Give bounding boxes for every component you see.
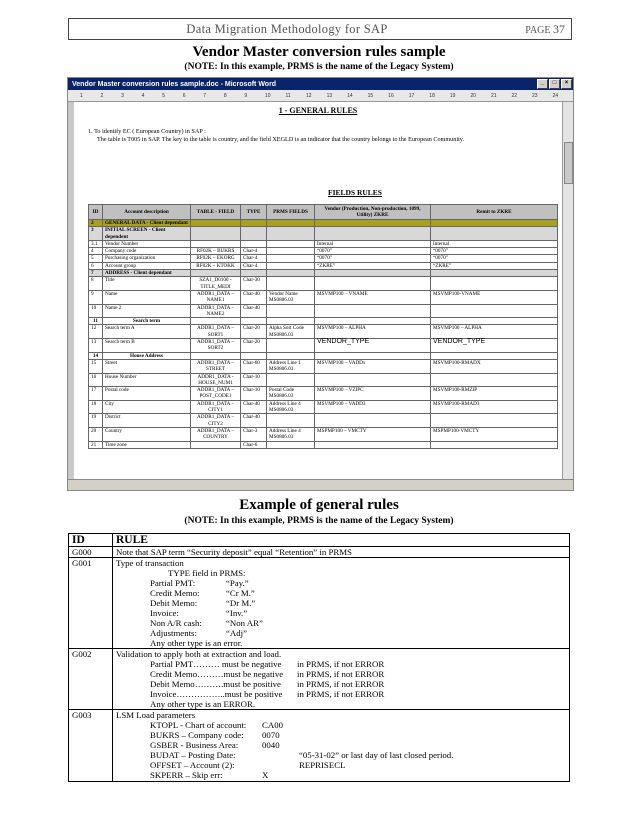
ruler-tick: 3 (121, 92, 124, 99)
table-cell (431, 220, 558, 227)
table-cell (315, 318, 431, 325)
table-row (89, 373, 558, 387)
param-name: BUKRS – Company code: (150, 730, 244, 740)
page-header (68, 18, 572, 40)
rule-line (116, 740, 566, 750)
table-cell: ADDR1_DATA – NAME1 (191, 290, 241, 304)
ruler-tick: 9 (244, 92, 248, 99)
ruler-tick: 13 (326, 92, 333, 99)
window-title: Vendor Master conversion rules sample.doc - Microsoft Word (72, 80, 277, 88)
ruler-tick: 23 (532, 92, 538, 99)
table-row (89, 277, 558, 291)
table-cell: 14 (89, 352, 103, 359)
param-name: OFFSET – Account (2): (150, 760, 235, 770)
minimize-icon[interactable]: _ (537, 79, 548, 89)
table-row (89, 400, 558, 414)
column-header: Remit to ZKRE (431, 205, 558, 220)
table-cell (315, 277, 431, 291)
table-cell (241, 270, 267, 277)
table-cell: Char-10 (241, 373, 267, 387)
table-row (89, 290, 558, 304)
table-cell (267, 248, 315, 255)
table-row (89, 387, 558, 401)
table-cell: Char-40 (241, 304, 267, 318)
ruler-tick: 11 (285, 92, 291, 99)
word-window-screenshot (67, 77, 574, 491)
table-cell: Char-20 (241, 325, 267, 339)
table-cell (191, 240, 241, 247)
table-cell: Title (103, 277, 191, 291)
table-cell: MSVMP100 – VZIPC (315, 387, 431, 401)
rule-term: Adjustments: (150, 628, 197, 638)
table-cell (267, 277, 315, 291)
table-cell: District (103, 414, 191, 428)
table-cell: 3.1 (89, 240, 103, 247)
table-cell: Time zone (103, 441, 191, 448)
table-header (69, 534, 570, 547)
rule-line (116, 578, 566, 588)
table-cell: ADDR1_DATA – NAME2 (191, 304, 241, 318)
rule-g001: Type of transaction TYPE field in PRMS: Partial PMT: “Pay.” Credit Memo: “Cr M.” Debit Memo: “Dr M.” Invoice: “Inv.” Non A/R cash: “Non AR” Adjustments: “Adj” Any other type is an error. (113, 558, 570, 649)
table-cell: “0070” (315, 248, 431, 255)
table-cell (267, 373, 315, 387)
table-cell: Char-4 (241, 248, 267, 255)
table-cell (431, 414, 558, 428)
column-header: Vendor (Production, Non-production, 1099, Utility) ZKRE (315, 205, 431, 220)
table-cell: Search term (103, 318, 191, 325)
rule-term: Debit Memo……….must be positive (150, 679, 281, 689)
ruler-tick: 2 (100, 92, 104, 99)
table-cell: MSVMP100-VNAME (431, 290, 558, 304)
table-cell: “0070” (431, 255, 558, 262)
horizontal-scrollbar[interactable] (68, 479, 573, 490)
table-cell: Char-30 (241, 277, 267, 291)
header-title: Data Migration Methodology for SAP (186, 21, 388, 36)
ruler-tick: 8 (223, 92, 227, 99)
table-cell: ADDR1_DATA – CITY1 (191, 400, 241, 414)
table-row (89, 270, 558, 277)
table-cell: Char-4 (241, 262, 267, 269)
table-cell: 13 (89, 339, 103, 353)
rule-line (116, 669, 566, 679)
table-cell (267, 352, 315, 359)
rule-term: Partial PMT: (150, 578, 196, 588)
table-row: G003 LSM Load parameters KTOPL - Chart of account: CA00 BUKRS – Company code: 0070 GSBER - Business Area: 0040 BUDAT – Posting Date: “05-31-02” or last day of last closed period. OFFSET – Account (2): REPRISECL SKPERR – Skip err: X (69, 710, 570, 782)
table-cell: Postal code (103, 387, 191, 401)
table-cell (267, 304, 315, 318)
rule-line (116, 760, 566, 770)
table-cell (191, 318, 241, 325)
table-row (89, 359, 558, 373)
table-cell: 21 (89, 441, 103, 448)
table-row (89, 352, 558, 359)
table-cell (191, 441, 241, 448)
param-value: 0040 (262, 740, 280, 750)
page-number: PAGE 37 (525, 21, 565, 36)
table-cell: Char-20 (241, 339, 267, 353)
table-cell (315, 227, 431, 241)
document-page (74, 102, 562, 480)
rule-line (116, 598, 566, 608)
table-cell: Purchasing organization (103, 255, 191, 262)
column-header: TYPE (241, 205, 267, 220)
param-name: BUDAT – Posting Date: (150, 750, 236, 760)
scroll-thumb[interactable] (564, 142, 573, 184)
table-cell (431, 373, 558, 387)
table-cell (267, 255, 315, 262)
table-cell: 7 (89, 270, 103, 277)
table-cell (191, 352, 241, 359)
param-value (262, 760, 299, 770)
table-cell (315, 373, 431, 387)
table-cell: ADDR1_DATA – CITY2 (191, 414, 241, 428)
table-cell: MSPMP100 – VMCTY (315, 427, 431, 441)
window-titlebar (68, 78, 573, 90)
rule-g002: Validation to apply both at extraction and load. Partial PMT……… must be negative in PRMS, if not ERROR Credit Memo………must be negative in PRMS, if not ERROR Debit Memo……….must be positive in PRMS, if not ERROR Invoice……………..must be positive in PRMS, if not ERROR Any other type is an ERROR. (113, 649, 570, 710)
table-cell: 3 (89, 227, 103, 241)
table-cell: MSVMP100 – ALPHA (315, 325, 431, 339)
table-cell: RF02K – BUKRS (191, 248, 241, 255)
table-cell: “0070” (315, 255, 431, 262)
table-cell: Search term A (103, 325, 191, 339)
table-cell: MSVMP100 – VNAME (315, 290, 431, 304)
table-cell: MSVMP100-RMZIP (431, 387, 558, 401)
table-cell: Name 2 (103, 304, 191, 318)
ruler (68, 90, 573, 102)
table-row (89, 325, 558, 339)
rule-value: “Cr M.” (226, 588, 255, 598)
table-cell: Char-6 (241, 441, 267, 448)
rule-term: Invoice: (150, 608, 179, 618)
table-cell: Internal (431, 240, 558, 247)
table-cell: Account group (103, 262, 191, 269)
table-row (89, 427, 558, 441)
table-cell: 15 (89, 359, 103, 373)
rule-line (116, 679, 566, 689)
table-cell (191, 227, 241, 241)
table-cell (241, 227, 267, 241)
table-row (89, 240, 558, 247)
table-cell (241, 352, 267, 359)
table-cell (315, 220, 431, 227)
rule-term: Credit Memo………must be negative (150, 669, 284, 679)
rule-term: Invoice……………..must be positive (150, 689, 283, 699)
table-cell (315, 352, 431, 359)
table-cell: VENDOR_TYPE (315, 339, 431, 353)
table-cell: ADDR1_DATA – POST_CODE1 (191, 387, 241, 401)
table-cell (431, 304, 558, 318)
table-cell: House Address (103, 352, 191, 359)
param-name: KTOPL - Chart of account: (150, 720, 247, 730)
table-cell: Internal (315, 240, 431, 247)
general-rules-title: 1 - GENERAL RULES (278, 106, 358, 115)
table-cell: 2 (89, 220, 103, 227)
rule-line (116, 770, 566, 780)
param-name: SKPERR – Skip err: (150, 770, 223, 780)
table-row: G000 Note that SAP term “Security deposit” equal “Retention” in PRMS (69, 547, 570, 558)
fields-rules-title: FIELDS RULES (328, 188, 382, 197)
param-value: X (262, 770, 269, 780)
table-cell: 8 (89, 277, 103, 291)
param-name: GSBER - Business Area: (150, 740, 239, 750)
table-cell (241, 240, 267, 247)
table-cell: GENERAL DATA - Client dependant (103, 220, 191, 227)
rule-value: in PRMS, if not ERROR (297, 659, 385, 669)
table-cell (241, 318, 267, 325)
section2-title: Example of general rules (239, 497, 399, 513)
rule-line (116, 730, 566, 740)
table-cell: Name (103, 290, 191, 304)
rule-value: “Inv.” (226, 608, 248, 618)
table-row (89, 248, 558, 255)
table-cell: ADDR1_DATA – COUNTRY (191, 427, 241, 441)
table-cell (431, 227, 558, 241)
table-cell: Address Line 1 MS0806.03 (267, 359, 315, 373)
rule-line (116, 628, 566, 638)
table-row (89, 414, 558, 428)
rule-term: Partial PMT……… must be negative (150, 659, 282, 669)
table-cell: Char-40 (241, 400, 267, 414)
ruler-tick: 5 (162, 92, 165, 99)
table-row: G001 Type of transaction TYPE field in PRMS: Partial PMT: “Pay.” Credit Memo: “Cr M.” Debit Memo: “Dr M.” Invoice: “Inv.” Non A/R cash: “Non AR” Adjustments: “Adj” Any other type is an error. (69, 558, 570, 649)
table-cell: Street (103, 359, 191, 373)
table-cell: MSVMP100-RMADX (431, 359, 558, 373)
general-rule-1: 1. To identify EC ( European Country) in SAP : (88, 128, 206, 135)
table-cell (267, 414, 315, 428)
table-cell (267, 441, 315, 448)
table-row (89, 339, 558, 353)
table-cell: MSVMP100-RMAD3 (431, 400, 558, 414)
table-cell: ADDR1_DATA - HOUSE_NUM1 (191, 373, 241, 387)
ruler-tick: 6 (182, 92, 186, 99)
rule-value: in PRMS, if not ERROR (297, 679, 385, 689)
table-row (89, 262, 558, 269)
ruler-tick: 18 (429, 92, 435, 99)
rule-value: “Pay.” (226, 578, 249, 588)
table-cell: MSVMP100 – VADDx (315, 359, 431, 373)
rule-value: “Non AR” (226, 618, 263, 628)
table-cell (191, 220, 241, 227)
general-rules-table (68, 533, 570, 782)
column-header: Account description (103, 205, 191, 220)
table-cell: Alpha Sort Code MS0806.03 (267, 325, 315, 339)
table-cell: Char-10 (241, 387, 267, 401)
rule-line (116, 618, 566, 628)
table-cell: Char-3 (241, 427, 267, 441)
table-cell (267, 339, 315, 353)
table-row (89, 318, 558, 325)
table-cell: “0070” (431, 248, 558, 255)
table-cell: 5 (89, 255, 103, 262)
table-cell (267, 270, 315, 277)
table-cell: Char-60 (241, 359, 267, 373)
table-cell (431, 441, 558, 448)
rule-line (116, 689, 566, 699)
rule-term: Credit Memo: (150, 588, 200, 598)
rule-line (116, 588, 566, 598)
table-cell: VENDOR_TYPE (431, 339, 558, 353)
table-cell: ADDR1_DATA – SORT2 (191, 339, 241, 353)
rule-value: “Adj” (226, 628, 248, 638)
table-cell: 16 (89, 373, 103, 387)
table-row (89, 304, 558, 318)
table-row (89, 255, 558, 262)
section2-note: (NOTE: In this example, PRMS is the name of the Legacy System) (184, 516, 454, 526)
table-cell: Postal Code MS0806.03 (267, 387, 315, 401)
table-cell: SZA1_D0100 - TITLE_MEDI (191, 277, 241, 291)
table-cell (431, 277, 558, 291)
table-cell: MSVMP100 – ALPHA (431, 325, 558, 339)
table-cell (267, 262, 315, 269)
ruler-tick: 21 (490, 92, 497, 99)
vertical-scrollbar[interactable] (562, 102, 573, 480)
table-cell (267, 318, 315, 325)
ruler-tick: 1 (80, 92, 83, 99)
section1-title: Vendor Master conversion rules sample (192, 44, 446, 60)
table-cell: Country (103, 427, 191, 441)
table-cell (315, 441, 431, 448)
ruler-tick: 7 (203, 92, 207, 99)
table-cell: ADDRESS - Client dependant (103, 270, 191, 277)
table-cell (431, 318, 558, 325)
table-cell: 4 (89, 248, 103, 255)
table-cell (267, 220, 315, 227)
table-cell: 9 (89, 290, 103, 304)
rule-term: Debit Memo: (150, 598, 198, 608)
table-cell (431, 270, 558, 277)
table-cell: ADDR1_DATA – STREET (191, 359, 241, 373)
table-cell: Vendor Number (103, 240, 191, 247)
param-note: “05-31-02” or last day of last closed period. (299, 750, 454, 760)
column-header: PRMS FIELDS (267, 205, 315, 220)
param-value: CA00 (262, 720, 284, 730)
table-cell: 6 (89, 262, 103, 269)
param-note: REPRISECL (299, 760, 346, 770)
table-cell: ADDR1_DATA – SORT1 (191, 325, 241, 339)
table-cell (191, 270, 241, 277)
table-cell: Vendor Name MS0806.03 (267, 290, 315, 304)
table-cell: 17 (89, 387, 103, 401)
ruler-tick: 15 (367, 92, 374, 99)
param-value: 0070 (262, 730, 280, 740)
table-cell: Search term B (103, 339, 191, 353)
rule-g003: LSM Load parameters KTOPL - Chart of account: CA00 BUKRS – Company code: 0070 GSBER - Business Area: 0040 BUDAT – Posting Date: “05-31-02” or last day of last closed period. OFFSET – Account (2): REPRISECL SKPERR – Skip err: X (113, 710, 570, 782)
table-cell (431, 352, 558, 359)
table-cell (267, 227, 315, 241)
table-cell (241, 220, 267, 227)
col-id: ID (69, 534, 113, 547)
ruler-tick: 20 (470, 92, 476, 99)
rule-term: Non A/R cash: (150, 618, 202, 628)
table-cell (315, 270, 431, 277)
table-cell: 20 (89, 427, 103, 441)
ruler-tick: 16 (388, 92, 394, 99)
rule-value: “Dr M.” (226, 598, 256, 608)
rule-line (116, 608, 566, 618)
table-cell: MSVMP100 – VADD3 (315, 400, 431, 414)
column-header: TABLE - FIELD (191, 205, 241, 220)
table-row (89, 227, 558, 241)
table-cell: 12 (89, 325, 103, 339)
table-cell: Char-40 (241, 290, 267, 304)
table-row (89, 441, 558, 448)
table-cell: Char-40 (241, 414, 267, 428)
table-cell: 19 (89, 414, 103, 428)
table-cell (315, 304, 431, 318)
param-value (262, 750, 299, 760)
table-row: G002 Validation to apply both at extraction and load. Partial PMT……… must be negative in PRMS, if not ERROR Credit Memo………must be negative in PRMS, if not ERROR Debit Memo……….must be positive in PRMS, if not ERROR Invoice……………..must be positive in PRMS, if not ERROR Any other type is an ERROR. (69, 649, 570, 710)
table-cell: Address Line 4 MS0806.03 (267, 400, 315, 414)
table-cell: 18 (89, 400, 103, 414)
table-cell (267, 240, 315, 247)
ruler-tick: 10 (264, 92, 271, 99)
table-cell: City (103, 400, 191, 414)
table-cell: 11 (89, 318, 103, 325)
ruler-tick: 19 (449, 92, 456, 99)
column-header: ID (89, 205, 103, 220)
table-cell (315, 414, 431, 428)
table-cell: Address Line 4 MS0806.03 (267, 427, 315, 441)
table-cell: INITIAL SCREEN - Client dependent (103, 227, 191, 241)
close-icon[interactable]: × (561, 79, 572, 89)
table-row (89, 220, 558, 227)
ruler-tick: 12 (306, 92, 312, 99)
table-cell: RF02K – KTOKK (191, 262, 241, 269)
col-rule: RULE (113, 534, 570, 547)
maximize-icon[interactable]: □ (549, 79, 560, 89)
fields-rules-table (88, 204, 558, 449)
general-rule-1-detail: The table is T005 in SAP. The key to the table is country, and the field XEGLD is an indicator that the country belongs to the European Community. (97, 136, 465, 143)
table-cell: 10 (89, 304, 103, 318)
table-cell: “ZKRE” (431, 262, 558, 269)
rule-line (116, 720, 566, 730)
ruler-tick: 24 (552, 92, 559, 99)
rule-value: in PRMS, if not ERROR (297, 689, 385, 699)
ruler-tick: 22 (511, 92, 518, 99)
rule-line (116, 750, 566, 760)
table-cell: Company code (103, 248, 191, 255)
table-cell: “ZKRE” (315, 262, 431, 269)
ruler-tick: 4 (141, 92, 145, 99)
table-cell: MSPMP100-VMCTY (431, 427, 558, 441)
ruler-tick: 14 (347, 92, 353, 99)
table-cell: Char-4 (241, 255, 267, 262)
rule-line (116, 659, 566, 669)
section1-note: (NOTE: In this example, PRMS is the name of the Legacy System) (184, 62, 454, 72)
table-cell: RF02K – EKORG (191, 255, 241, 262)
table-cell: House Number (103, 373, 191, 387)
rule-value: in PRMS, if not ERROR (297, 669, 385, 679)
ruler-tick: 17 (408, 92, 415, 99)
